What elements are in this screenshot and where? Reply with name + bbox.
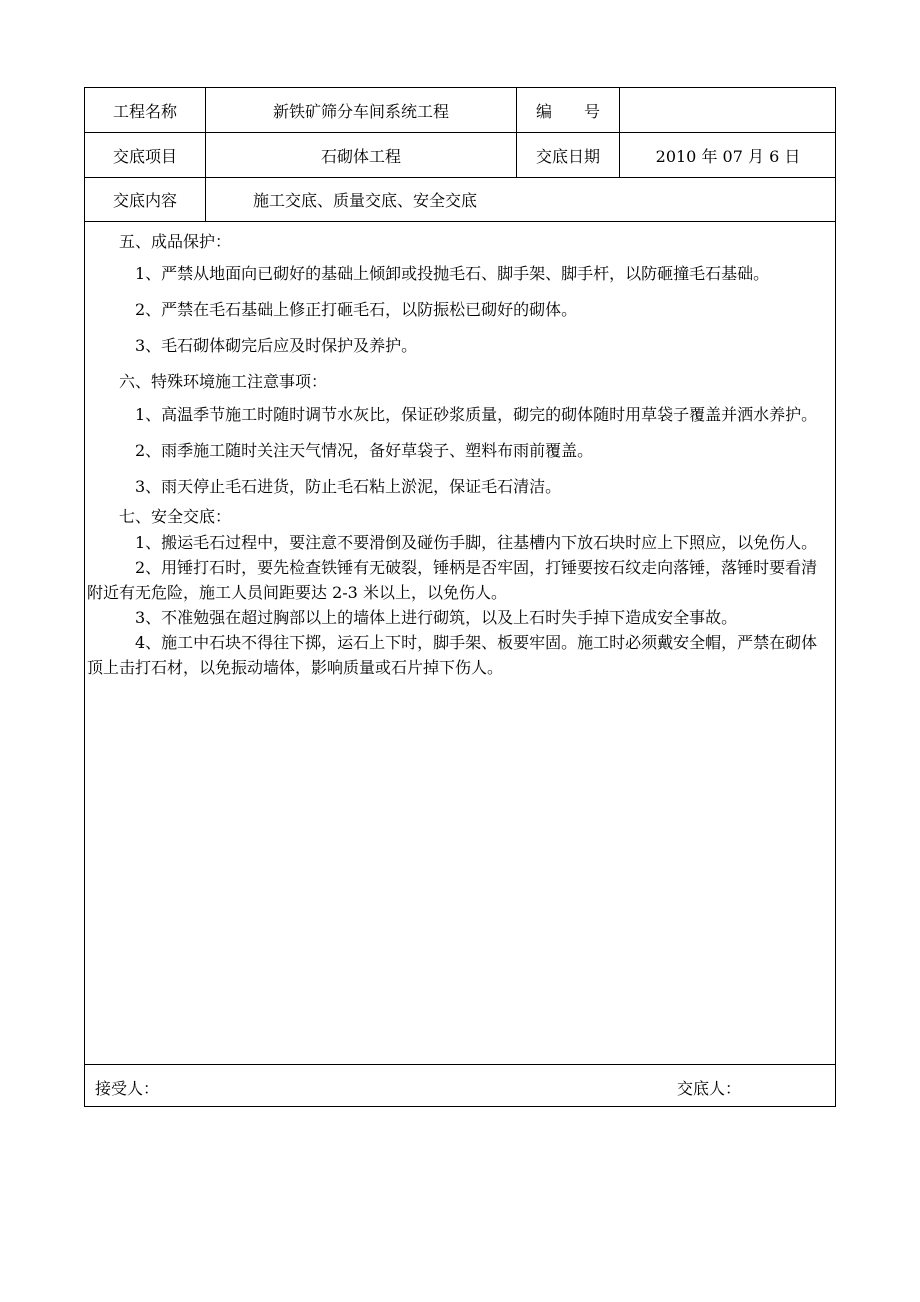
- footer-divider: [85, 1064, 835, 1065]
- receiver-label: 接受人：: [95, 1079, 160, 1098]
- paragraph: 4、施工中石块不得往下掷，运石上下时，脚手架、板要牢固。施工时必须戴安全帽，严禁在砌体顶上击打石材，以免振动墙体，影响质量或石片掉下伤人。: [87, 633, 818, 677]
- section-title: 七、安全交底：: [119, 507, 232, 526]
- disclosure-form: [84, 87, 836, 1107]
- date-label: 交底日期: [535, 146, 600, 166]
- paragraph: 1、高温季节施工时随时调节水灰比，保证砂浆质量，砌完的砌体随时用草袋子覆盖并洒水养护。: [135, 405, 818, 424]
- paragraph: 1、严禁从地面向已砌好的基础上倾卸或投抛毛石、脚手架、脚手杆，以防砸撞毛石基础。: [135, 264, 770, 283]
- paragraph: 3、雨天停止毛石进货，防止毛石粘上淤泥，保证毛石清洁。: [135, 477, 562, 496]
- paragraph: 1、搬运毛石过程中，要注意不要滑倒及碰伤手脚，往基槽内下放石块时应上下照应，以免伤人。: [135, 533, 818, 552]
- item-label: 交底项目: [112, 146, 177, 166]
- presenter-label: 交底人：: [677, 1079, 742, 1098]
- paragraph: 3、不准勉强在超过胸部以上的墙体上进行砌筑，以及上石时失手掉下造成安全事故。: [135, 608, 738, 627]
- section-title: 六、特殊环境施工注意事项：: [119, 372, 328, 391]
- number-label: 编 号: [535, 101, 601, 121]
- paragraph: 3、毛石砌体砌完后应及时保护及养护。: [135, 336, 418, 355]
- project-name-value: 新铁矿筛分车间系统工程: [272, 101, 449, 121]
- paragraph: 2、严禁在毛石基础上修正打砸毛石，以防振松已砌好的砌体。: [135, 300, 578, 319]
- disclosure-body: [85, 222, 835, 680]
- item-value: 石砌体工程: [320, 146, 401, 166]
- number-value: [620, 88, 836, 132]
- section-title: 五、成品保护：: [119, 232, 232, 251]
- paragraph: 2、雨季施工随时关注天气情况，备好草袋子、塑料布雨前覆盖。: [135, 441, 594, 460]
- content-value: 施工交底、质量交底、安全交底: [253, 191, 478, 210]
- date-value: 2010 年 07 月 6 日: [655, 146, 801, 166]
- paragraph: 2、用锤打石时，要先检查铁锤有无破裂，锤柄是否牢固，打锤要按石纹走向落锤，落锤时要看清附近有无危险，施工人员间距要达 2-3 米以上，以免伤人。: [87, 558, 818, 602]
- project-name-label: 工程名称: [112, 101, 177, 121]
- content-label: 交底内容: [112, 191, 177, 210]
